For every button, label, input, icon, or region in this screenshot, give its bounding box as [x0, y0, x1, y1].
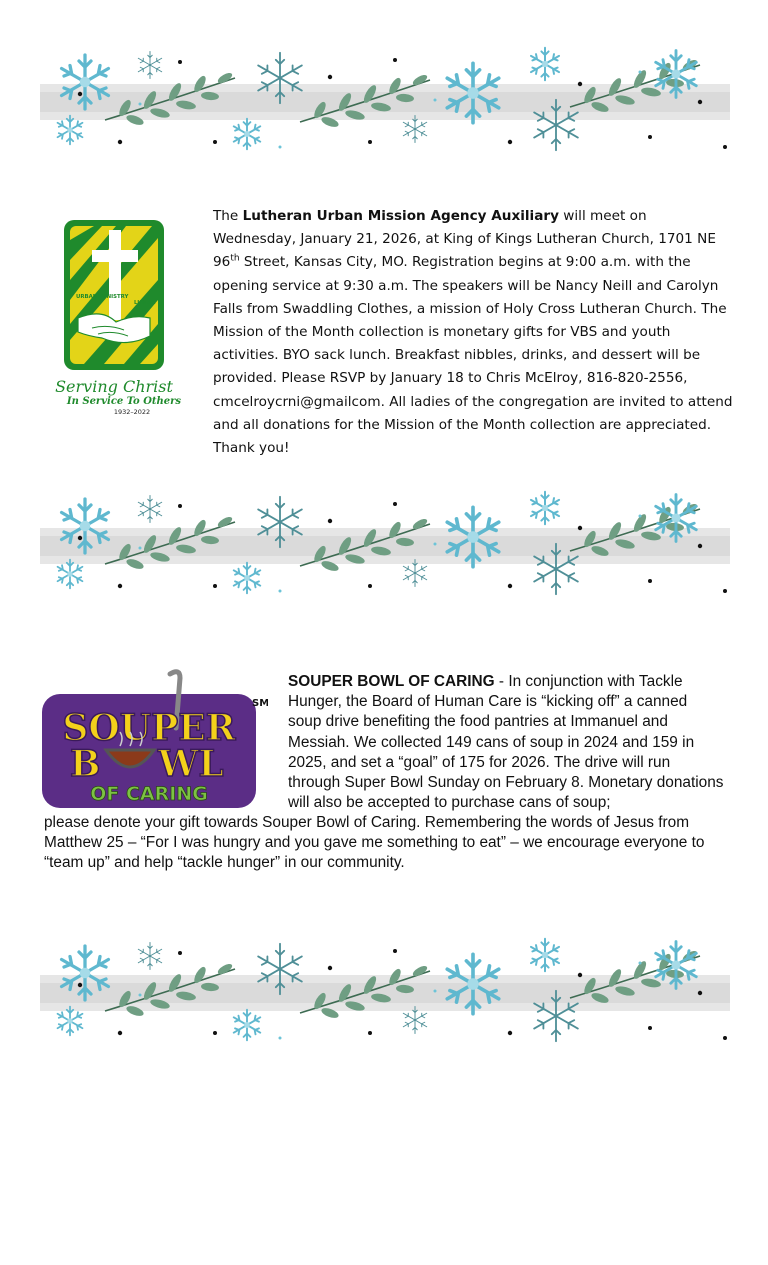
lumaa-details-b: Street, Kansas City, MO. Registration begins at 9:00 a.m. with the opening service at 9:30 a.m. The speakers will be Nancy Neill and Carolyn Falls from Swaddling Clothes, a mission of Holy Cross Lutheran Church. The Mission of the Month collection is monetary gifts for VBS and youth activities. BYO sack lunch. Breakfast nibbles, drinks, and dessert will be provided. Please RSVP by January 18 to Chris McElroy, 816-820-2556, cmcelroycrni@gmailcom. All ladies of the congregation are invited to attend and all donations for the Mission of the Month collection are appreciated. Thank you!: [213, 254, 733, 457]
souper-logo-word-souper: SOUPER: [62, 707, 236, 749]
souper-heading: SOUPER BOWL OF CARING: [288, 673, 495, 690]
lumaa-logo-urban-ministry: URBAN MINISTRY: [76, 294, 129, 300]
souper-logo-letter-b: B: [70, 743, 101, 785]
lumaa-details-a: will meet on Wednesday, January 21, 2026, at King of Kings Lutheran Church, 1701 NE 96: [213, 208, 716, 271]
lumaa-announcement: [213, 205, 733, 460]
lumaa-org-name: Lutheran Urban Mission Agency Auxiliary: [242, 208, 559, 224]
lumaa-intro: The: [213, 208, 243, 224]
souper-logo-sm: SM: [252, 698, 268, 709]
souper-body-right: - In conjunction with Tackle Hunger, the Board of Human Care is “kicking off” a canned soup drive benefiting the food pantries at Immanuel and Messiah. We collected 149 cans of soup in 2024 and 159 in 2025, and set a “goal” of 175 for 2026. The drive will run through Super Bowl Sunday on February 8. Monetary donations will also be accepted to purchase cans of soup;: [288, 673, 724, 812]
lumaa-logo: [44, 220, 184, 420]
lumaa-logo-tagline: In Service To Others: [66, 396, 182, 407]
lumaa-logo-years: 1932–2022: [113, 408, 151, 416]
souper-announcement-bottom: please denote your gift towards Souper Bowl of Caring. Remembering the words of Jesus from Matthew 25 – “For I was hungry and you gave me something to eat” – we encourage everyone to “team up” and help “tackle hunger” in our community.: [44, 814, 705, 872]
souper-logo-letters-wl: WL: [158, 743, 224, 785]
decorative-banner-middle: [40, 486, 730, 606]
decorative-banner-bottom: [40, 933, 730, 1053]
souper-announcement-top: [288, 672, 724, 813]
lumaa-logo-motto: Serving Christ: [55, 377, 173, 396]
decorative-banner-top: [40, 42, 730, 162]
souper-bowl-logo: [40, 668, 268, 810]
lumaa-ordinal: th: [230, 253, 240, 264]
lumaa-logo-acronym: LUMAA: [134, 300, 156, 306]
souper-logo-of-caring: OF CARING: [90, 783, 208, 805]
